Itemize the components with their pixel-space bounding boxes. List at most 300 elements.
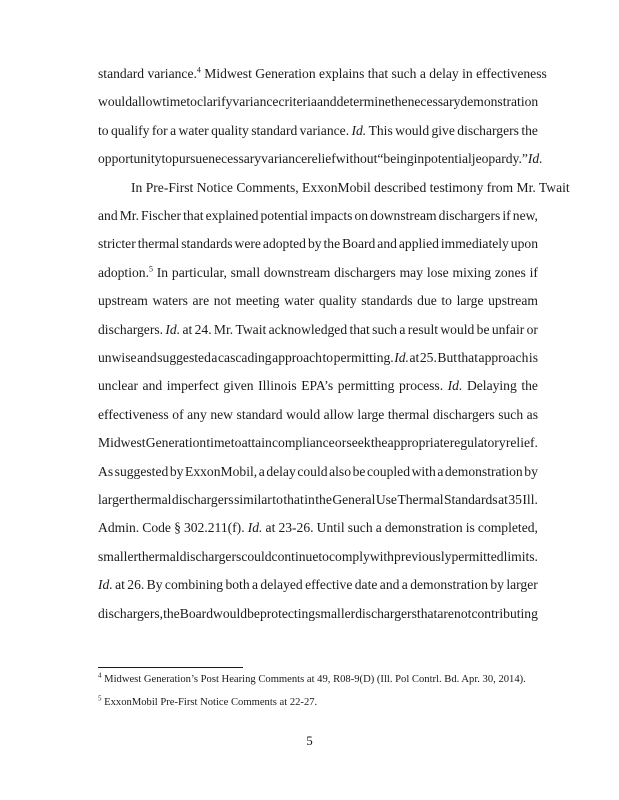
word-text: due: [417, 293, 437, 309]
word-text: are: [437, 605, 454, 621]
word-text: continue: [271, 548, 319, 564]
word: [324, 407, 354, 423]
word: [391, 94, 408, 110]
word: [329, 549, 370, 565]
word-text: acknowledged: [268, 321, 348, 337]
word: [346, 435, 370, 451]
word: [98, 350, 137, 366]
word: [272, 350, 322, 366]
word-text: by: [307, 236, 322, 252]
word-text: waters: [152, 293, 188, 309]
word-text: applied: [398, 236, 439, 252]
citation-id: Id.: [394, 350, 409, 365]
word-text: dischargers: [179, 548, 242, 564]
word: [450, 435, 506, 451]
word: [278, 520, 313, 536]
word-text: at: [182, 321, 193, 337]
word: [458, 350, 478, 366]
word: [161, 151, 172, 167]
word: [283, 492, 303, 508]
word-text: variance.: [299, 122, 350, 138]
word-text: Midwest: [98, 435, 146, 451]
word: [498, 407, 523, 423]
word: [388, 435, 450, 451]
word: [319, 293, 357, 309]
word: [98, 464, 113, 480]
word: [130, 492, 172, 508]
word: [260, 606, 315, 622]
word-text: larger: [506, 577, 538, 593]
word: [304, 492, 315, 508]
word-text: opportunity: [98, 151, 162, 167]
body-line: [98, 606, 538, 622]
footnote-5: [98, 696, 317, 709]
word-text: 26.: [127, 577, 145, 593]
word: [408, 94, 461, 110]
word-text: dischargers: [438, 208, 501, 223]
word-text: relief: [307, 151, 336, 167]
word: [527, 407, 538, 423]
word: [181, 236, 232, 252]
word: [348, 520, 373, 536]
word-text: such: [347, 520, 373, 536]
word: [258, 378, 297, 394]
word: [269, 322, 348, 338]
word-text: in: [413, 151, 425, 167]
word: [138, 236, 180, 252]
word-text: upon: [510, 236, 538, 252]
word-text: potential: [424, 151, 472, 167]
word: [402, 577, 408, 593]
word-text: quality: [211, 122, 249, 138]
word: [234, 492, 272, 508]
word-text: or: [334, 435, 347, 451]
word-text: standard: [236, 406, 283, 422]
word-text: would: [98, 94, 132, 110]
word: [308, 236, 322, 252]
word: [437, 464, 443, 480]
word: [157, 350, 211, 366]
word-text: give: [431, 122, 455, 138]
word: [471, 606, 537, 622]
word: [247, 606, 260, 622]
word-text: would: [440, 321, 475, 337]
word-text: and: [316, 94, 337, 110]
word-text: would: [395, 122, 430, 138]
word-text: to: [230, 435, 242, 451]
word-text: the: [521, 122, 538, 138]
word: [223, 378, 253, 394]
word: [524, 464, 538, 480]
word: [460, 94, 538, 110]
word: [369, 123, 393, 139]
word-text: that: [416, 605, 438, 621]
word: [242, 435, 272, 451]
word: [98, 265, 153, 281]
word: [259, 464, 265, 480]
word: [98, 378, 138, 394]
word-text: Ill.: [522, 492, 538, 507]
word-text: compliance: [272, 435, 335, 451]
word-text: protecting: [259, 605, 316, 621]
citation-id: Id.: [447, 378, 463, 394]
word: [376, 492, 397, 508]
word-text: to: [186, 94, 197, 110]
word-text: demonstration: [410, 577, 488, 593]
word: [479, 350, 529, 366]
word-text: approach: [478, 350, 529, 365]
word: [377, 236, 397, 252]
word: [185, 464, 257, 480]
word-text: and: [377, 236, 397, 252]
word-text: regulatory: [449, 435, 506, 451]
word: [349, 322, 369, 338]
body-line: [98, 350, 538, 366]
word-text: variance: [232, 94, 279, 110]
word-text: Until: [316, 520, 345, 536]
word-text: to: [161, 151, 173, 167]
word: [478, 520, 538, 536]
word-text: 35: [508, 492, 522, 507]
word: [410, 577, 488, 593]
word: [399, 236, 439, 252]
footnote-reference: 5: [148, 264, 153, 274]
word: [388, 407, 430, 423]
word-text: standards: [361, 293, 413, 309]
word: [334, 265, 396, 281]
word: [490, 577, 504, 593]
body-line: [98, 265, 538, 281]
word-text: upstream: [488, 293, 538, 309]
word-text: both: [225, 577, 250, 593]
body-line: [98, 464, 538, 480]
word-text: a: [252, 577, 259, 593]
word: [441, 293, 452, 309]
word: [338, 378, 395, 394]
word: [488, 293, 538, 309]
word-text: may: [399, 264, 424, 280]
word: [395, 123, 429, 139]
word-text: or: [526, 321, 538, 337]
page-number: 5: [306, 733, 313, 748]
line-text: Midwest Generation explains that such a delay in effectiveness: [200, 66, 547, 81]
citation-id: Id.: [351, 122, 367, 138]
word: [98, 435, 146, 451]
word-text: permitting: [337, 378, 395, 394]
word: [457, 123, 519, 139]
word-text: Fischer: [141, 208, 182, 223]
word-text: zones: [494, 264, 526, 280]
word-text: would: [286, 406, 321, 422]
word-text: with: [369, 548, 394, 564]
word-text: by: [490, 577, 504, 593]
word-text: dischargers: [432, 406, 495, 422]
word: [400, 265, 423, 281]
word-text: and: [142, 378, 163, 394]
word-text: stricter: [98, 236, 136, 252]
body-line: [98, 549, 538, 565]
word-text: demonstration: [444, 463, 523, 479]
line-text: In Pre-First Notice Comments, ExxonMobil described testimony from Mr. Twait: [131, 179, 570, 195]
word: [472, 151, 528, 167]
word-text: new: [210, 406, 233, 422]
word-text: immediately: [440, 236, 509, 252]
word-text: impacts: [310, 208, 353, 223]
word: [195, 322, 212, 338]
word-text: In: [156, 264, 169, 280]
word-text: variance: [261, 151, 308, 167]
word: [431, 123, 454, 139]
word: [167, 378, 219, 394]
word: [261, 151, 307, 167]
word-text: But: [437, 350, 458, 365]
word-text: time: [206, 435, 231, 451]
word: [235, 236, 261, 252]
word-text: to: [318, 548, 329, 564]
word-text: is: [465, 520, 475, 536]
word: [372, 322, 397, 338]
word-text: the: [521, 378, 538, 394]
word: [317, 520, 345, 536]
word: [399, 378, 443, 394]
word: [137, 350, 157, 366]
word-text: limits.: [503, 548, 538, 564]
word: [528, 151, 543, 167]
word: [511, 236, 538, 252]
word-text: at: [115, 577, 125, 593]
word: [318, 549, 329, 565]
word: [502, 208, 510, 224]
word-text: demonstration: [384, 520, 463, 536]
word-text: dischargers: [334, 264, 396, 280]
body-line: [98, 236, 538, 252]
word: [439, 208, 501, 224]
body-line: [98, 293, 538, 309]
word-text: Admin.: [98, 520, 140, 536]
word: [111, 123, 150, 139]
word: [162, 94, 186, 110]
word-text: Mr.: [119, 208, 139, 223]
word: [115, 464, 169, 480]
word-text: unwise: [98, 350, 137, 365]
word: [98, 123, 109, 139]
word-text: unfair: [491, 321, 525, 337]
word: [437, 606, 454, 622]
word: [417, 293, 437, 309]
word-text: upstream: [98, 293, 148, 309]
word-text: Standards: [443, 492, 498, 507]
word: [98, 322, 163, 338]
word: [272, 492, 283, 508]
word: [335, 435, 346, 451]
word-text: were: [234, 236, 261, 252]
word-text: such: [498, 406, 524, 422]
word: [163, 606, 180, 622]
word: [272, 549, 319, 565]
word-text: of: [172, 406, 184, 422]
word-text: previously: [394, 548, 452, 564]
word-text: lose: [426, 264, 449, 280]
word: [157, 265, 168, 281]
line-text: standard variance.: [98, 66, 197, 81]
footnote-reference: 4: [196, 65, 201, 75]
word: [214, 322, 233, 338]
word: [297, 464, 327, 480]
word: [530, 265, 538, 281]
word: [170, 123, 176, 139]
word-text: such: [372, 321, 398, 337]
word: [225, 577, 249, 593]
word: [301, 378, 333, 394]
word: [241, 549, 271, 565]
word-text: in: [304, 492, 315, 507]
word-text: result: [407, 321, 438, 337]
word: [467, 378, 517, 394]
word-text: effective: [305, 577, 353, 593]
word-text: to: [272, 492, 283, 507]
word-text: necessary: [407, 94, 461, 110]
word-text: small: [230, 264, 261, 280]
word: [370, 208, 436, 224]
word-text: that: [349, 321, 370, 337]
word-text: Generation: [145, 435, 207, 451]
word-text: smaller: [98, 548, 139, 564]
word: [193, 293, 210, 309]
word: [206, 435, 230, 451]
word-text: any: [187, 406, 207, 422]
word: [355, 577, 378, 593]
word: [477, 322, 490, 338]
word: [211, 123, 249, 139]
word-text: and: [137, 350, 157, 365]
word: [232, 94, 278, 110]
word: [127, 577, 144, 593]
word: [336, 151, 378, 167]
word: [208, 151, 261, 167]
word: [492, 322, 524, 338]
word: [527, 322, 538, 338]
word-text: potential: [260, 208, 309, 223]
word-text: EPA’s: [301, 378, 334, 394]
word-text: a: [375, 520, 382, 536]
word-text: demonstration: [460, 94, 539, 110]
word: [120, 208, 139, 224]
word: [260, 208, 308, 224]
word-text: to: [441, 293, 452, 309]
word-text: at: [265, 520, 276, 536]
word: [284, 293, 314, 309]
word: [115, 577, 125, 593]
word-text: qualify: [110, 122, 150, 138]
word: [451, 549, 503, 565]
word: [179, 123, 209, 139]
word-text: As: [98, 463, 114, 479]
word-text: the: [370, 435, 388, 451]
word: [165, 577, 223, 593]
word-text: the: [323, 236, 341, 252]
word: [324, 236, 341, 252]
word-text: §: [174, 520, 181, 536]
word: [410, 350, 420, 366]
word: [513, 208, 538, 224]
word: [132, 94, 162, 110]
word: [170, 464, 184, 480]
word: [278, 94, 317, 110]
word: [394, 350, 409, 366]
word: [414, 151, 425, 167]
citation-id: Id.: [247, 520, 263, 536]
word: [142, 520, 171, 536]
word-text: be: [247, 605, 260, 621]
word: [522, 492, 537, 508]
word: [354, 208, 368, 224]
word: [152, 293, 187, 309]
word-text: pursue: [172, 151, 209, 167]
word: [248, 520, 263, 536]
footnote-4-text: Midwest Generation’s Post Hearing Comments at 49, R08-9(D) (Ill. Pol Contrl. Bd. Apr. 30, 2014).: [104, 674, 526, 685]
word-text: adopted: [262, 236, 306, 252]
word: [98, 407, 169, 423]
word-text: for: [151, 122, 168, 138]
word: [441, 236, 509, 252]
body-line: [98, 435, 538, 451]
word-text: suggested: [157, 350, 211, 365]
word: [448, 378, 463, 394]
word-text: on: [354, 208, 369, 223]
word-text: new,: [512, 208, 538, 223]
footnote-4: [98, 673, 526, 686]
word-text: by: [169, 463, 184, 479]
word-text: be: [476, 321, 490, 337]
word-text: the: [315, 492, 332, 507]
word: [236, 322, 267, 338]
word-text: and: [379, 577, 400, 593]
word-text: imperfect: [166, 378, 219, 394]
word: [420, 350, 437, 366]
word-text: cascading: [218, 350, 272, 365]
word-text: quality: [318, 293, 357, 309]
word-text: meeting: [235, 293, 280, 309]
word-text: as: [526, 406, 538, 422]
word-text: permitting.: [333, 350, 394, 365]
body-line: [98, 151, 543, 167]
word-text: and: [98, 208, 118, 223]
word: [147, 577, 163, 593]
word: [495, 265, 526, 281]
word: [466, 520, 475, 536]
word-text: thermal: [387, 406, 430, 422]
word: [529, 350, 538, 366]
word: [357, 407, 384, 423]
word-text: Delaying: [466, 378, 517, 394]
word: [521, 378, 538, 394]
body-line: [98, 208, 538, 224]
word: [521, 123, 538, 139]
word-text: unclear: [98, 378, 138, 394]
word-text: standards: [181, 236, 233, 252]
word-text: by: [524, 463, 538, 479]
word: [206, 208, 259, 224]
word-text: a: [399, 321, 406, 337]
body-line: [98, 407, 538, 423]
word-text: to: [322, 350, 334, 365]
word-text: necessary: [208, 151, 262, 167]
word: [174, 520, 181, 536]
word: [187, 407, 207, 423]
word-text: downstream: [263, 264, 331, 280]
word-text: 24.: [194, 321, 212, 337]
word: [506, 435, 538, 451]
